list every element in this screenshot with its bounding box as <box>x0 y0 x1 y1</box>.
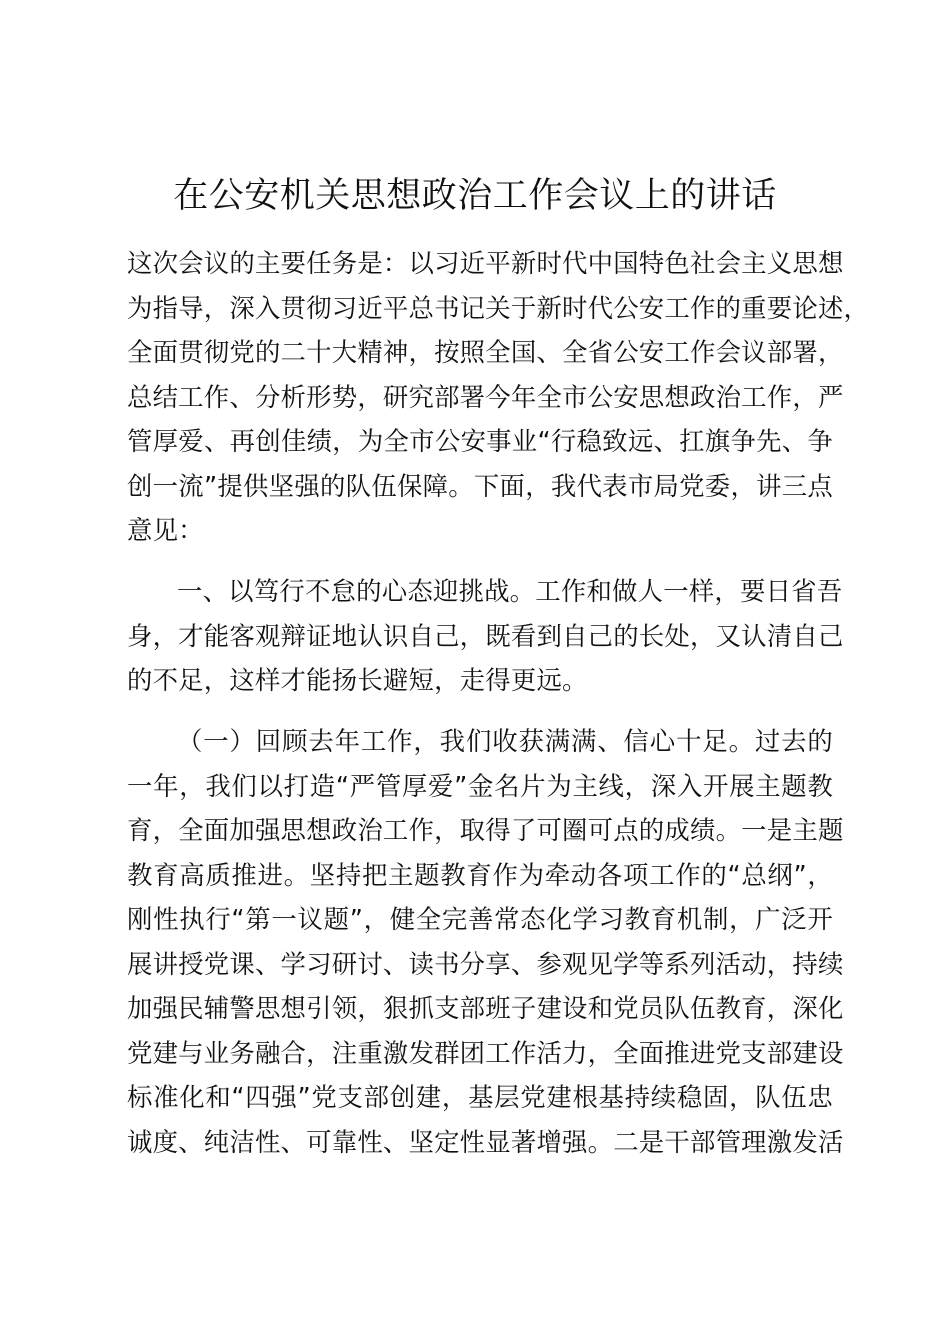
paragraph-line: 标准化和“四强”党支部创建，基层党建根基持续稳固，队伍忠 <box>127 1082 833 1112</box>
paragraph-line: 刚性执行“第一议题”，健全完善常态化学习教育机制，广泛开 <box>127 904 833 934</box>
paragraph-2 <box>127 569 844 703</box>
paragraph-line: 总结工作、分析形势，研究部署今年全市公安思想政治工作，严 <box>127 381 844 412</box>
paragraph-line: 创一流”提供坚强的队伍保障。下面，我代表市局党委，讲三点 <box>127 470 833 501</box>
paragraph-line: 教育高质推进。坚持把主题教育作为牵动各项工作的“总纲”， <box>127 859 833 890</box>
paragraph-line: 育，全面加强思想政治工作，取得了可圈可点的成绩。一是主题 <box>127 815 844 845</box>
document-title: 在公安机关思想政治工作会议上的讲话 <box>173 176 777 216</box>
paragraph-line: 这次会议的主要任务是：以习近平新时代中国特色社会主义思想 <box>127 248 844 278</box>
paragraph-line: 党建与业务融合，注重激发群团工作活力，全面推进党支部建设 <box>127 1037 844 1068</box>
paragraph-1 <box>127 241 870 553</box>
paragraph-line: 加强民辅警思想引领，狠抓支部班子建设和党员队伍教育，深化 <box>127 993 844 1023</box>
paragraph-line: 一年，我们以打造“严管厚爱”金名片为主线，深入开展主题教 <box>127 770 833 801</box>
paragraph-line: 身，才能客观辩证地认识自己，既看到自己的长处，又认清自己 <box>127 620 844 651</box>
paragraph-line: （一）回顾去年工作，我们收获满满、信心十足。过去的 <box>177 726 833 756</box>
paragraph-line: 诚度、纯洁性、可靠性、坚定性显著增强。二是干部管理激发活 <box>127 1126 844 1157</box>
paragraph-line: 一、以笃行不怠的心态迎挑战。工作和做人一样，要日省吾 <box>177 576 843 606</box>
paragraph-line: 全面贯彻党的二十大精神，按照全国、全省公安工作会议部署， <box>127 337 844 367</box>
paragraph-line: 为指导，深入贯彻习近平总书记关于新时代公安工作的重要论述， <box>127 292 870 323</box>
paragraph-3 <box>127 719 844 1164</box>
paragraph-line: 意见： <box>127 515 204 545</box>
paragraph-line: 的不足，这样才能扬长避短，走得更远。 <box>127 665 588 695</box>
paragraph-line: 展讲授党课、学习研讨、读书分享、参观见学等系列活动，持续 <box>127 948 844 979</box>
paragraph-line: 管厚爱、再创佳绩，为全市公安事业“行稳致远、扛旗争先、争 <box>127 426 833 456</box>
